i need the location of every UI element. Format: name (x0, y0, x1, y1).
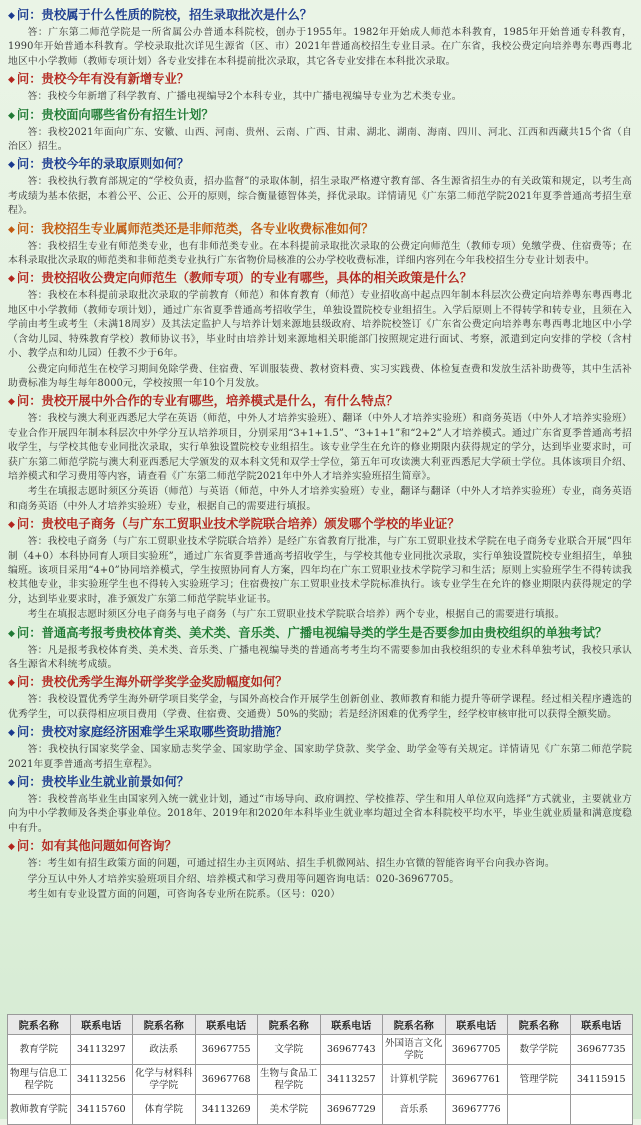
faq-question (8, 220, 632, 240)
phone-number-cell: 36967776 (445, 1095, 508, 1125)
faq-question (8, 6, 632, 26)
answer-paragraph: 答：我校与澳大利亚西悉尼大学在英语（师范，中外人才培养实验班）、翻译（中外人才培养实验班）和商务英语（中外人才培养实验班）专业合作开展四年制本科层次中外学分互认培养项目，分别采用“3+1+1.5”、“3+1+1”和“2+2”人才培养模式。通过广东省夏季普通高考招收学生，与学校其他专业同批次录取，实行单独设置院校专业组招生。该专业学生在允许的修业期限内获得规定的学分，达到毕业要求时，可获广东第二师范学院与澳大利亚西悉尼大学颁发的双本科文凭和双学士学位，第五年可攻读澳大利亚西悉尼大学硕士学位。具体该项目介绍、培养模式和学习费用等内容，请查看《广东第二师范学院2021年中外人才培养实验班招生简章》。 (8, 413, 632, 482)
faq-item (8, 624, 632, 673)
answer-paragraph: 答：我校电子商务（与广东工贸职业技术学院联合培养）是经广东省教育厅批准，与广东工贸职业技术学院在电子商务专业联合开展“四年制（4+0）本科协同育人项目实验班”，通过广东省夏季普通高考招收学生，与学校其他专业同批次录取，实行单独设置院校专业组招生，单独编班。该项目采用“4+0”协同培养模式，学生按照协同育人方案，四年均在广东工贸职业技术学院学习和生活；原则上实验班学生不得转读我校其他专业，非实验班学生也不得转入实验班学习；住宿费按广东工贸职业技术学院标准执行。该专业学生在允许的修业期限内获得规定的学分，达到毕业要求时，准予颁发广东第二师范学院毕业证书。 (8, 536, 632, 605)
question-text: 问：如有其他问题如何咨询？ (16, 839, 177, 854)
faq-question (8, 624, 632, 644)
question-text: 问：贵校今年的录取原则如何？ (16, 157, 190, 172)
faq-item (8, 392, 632, 514)
diamond-bullet-icon: ◆ (8, 110, 15, 121)
answer-paragraph: 答：我校今年新增了科学教育、广播电视编导2个本科专业，其中广播电视编导专业为艺术类专业。 (27, 91, 462, 103)
question-text: 问：贵校面向哪些省份有招生计划？ (16, 107, 214, 122)
question-text: 问：贵校对家庭经济困难学生采取哪些资助措施？ (16, 725, 288, 740)
department-name-cell: 音乐系 (383, 1095, 446, 1125)
department-name-cell: 政法系 (133, 1035, 196, 1065)
phone-number-cell: 34115760 (70, 1095, 133, 1125)
diamond-bullet-icon: ◆ (8, 778, 15, 789)
header-phone: 联系电话 (70, 1015, 133, 1035)
answer-paragraph: 答：我校普高毕业生由国家列入统一就业计划，通过“市场导向、政府调控、学校推荐、学生和用人单位双向选择”方式就业，主要就业方向为中小学教师及各类企事业单位。2018年、2019年和2020年本科毕业生就业率均超过全省本科院校平均水平，毕业生就业质量和满意度稳中有升。 (8, 794, 632, 834)
question-text: 问：贵校招收公费定向师范生（教师专项）的专业有哪些，具体的相关政策是什么？ (16, 271, 472, 286)
department-name-cell: 化学与材料科学学院 (133, 1065, 196, 1095)
header-department: 院系名称 (8, 1015, 71, 1035)
faq-item (8, 673, 632, 722)
phone-number-cell: 36967705 (445, 1035, 508, 1065)
department-name-cell: 美术学院 (258, 1095, 321, 1125)
phone-number-cell: 34115915 (570, 1065, 633, 1095)
answer-paragraph: 答：考生如有招生政策方面的问题，可通过招生办主页网站、招生手机微网站、招生办官微的智能咨询平台向我办咨询。 (27, 858, 555, 870)
faq-item (8, 837, 632, 902)
department-name-cell: 管理学院 (508, 1065, 571, 1095)
faq-item (8, 269, 632, 391)
diamond-bullet-icon: ◆ (8, 274, 15, 285)
department-name-cell: 物理与信息工程学院 (8, 1065, 71, 1095)
header-phone: 联系电话 (445, 1015, 508, 1035)
answer-paragraph: 答：广东第二师范学院是一所省属公办普通本科院校，创办于1955年。1982年开始成人师范本科教育，1985年开始普通专科教育，1990年开始普通本科教育。学校录取批次详见生源省（区、市）2021年普通高校招生专业目录。在广东省，我校公费定向培养粤东粤西粤北地区中小学教师（教师专项计划）各专业安排在本科提前批次录取，其它各专业安排在本科批次录取。 (8, 27, 632, 67)
header-department: 院系名称 (133, 1015, 196, 1035)
question-text: 问：我校招生专业属师范类还是非师范类，各专业收费标准如何？ (16, 221, 374, 236)
diamond-bullet-icon: ◆ (8, 678, 15, 689)
question-text: 问：贵校优秀学生海外研学奖学金奖励幅度如何？ (16, 675, 288, 690)
faq-question (8, 155, 632, 175)
department-name-cell (508, 1095, 571, 1125)
phone-number-cell: 36967729 (320, 1095, 383, 1125)
department-name-cell: 数学学院 (508, 1035, 571, 1065)
answer-paragraph: 考生在填报志愿时须区分英语（师范）与英语（师范，中外人才培养实验班）专业，翻译与翻译（中外人才培养实验班）专业，商务英语和商务英语（中外人才培养实验班）专业，根据自己的需要进行填报。 (8, 486, 632, 512)
answer-paragraph: 答：我校2021年面向广东、安徽、山西、河南、贵州、云南、广西、甘肃、湖北、湖南、海南、四川、河北、江西和西藏共15个省（自治区）招生。 (8, 126, 632, 153)
phone-number-cell: 34113269 (195, 1095, 258, 1125)
answer-paragraph: 考生如有专业设置方面的问题，可咨询各专业所在院系。（区号：020） (27, 889, 341, 901)
diamond-bullet-icon: ◆ (8, 397, 15, 408)
faq-item (8, 70, 632, 104)
department-name-cell: 计算机学院 (383, 1065, 446, 1095)
faq-question (8, 392, 632, 412)
faq-item (8, 220, 632, 269)
diamond-bullet-icon: ◆ (8, 11, 15, 21)
answer-paragraph: 答：凡是报考我校体育类、美术类、音乐类、广播电视编导类的普通高考考生均不需要参加由我校组织的专业术科单独考试，我校只承认各生源省术科统考成绩。 (8, 644, 632, 670)
header-department: 院系名称 (383, 1015, 446, 1035)
header-phone: 联系电话 (320, 1015, 383, 1035)
faq-list (8, 6, 632, 902)
diamond-bullet-icon: ◆ (8, 75, 15, 86)
header-phone: 联系电话 (195, 1015, 258, 1035)
faq-question (8, 515, 632, 535)
faq-item (8, 155, 632, 218)
question-text: 问：贵校开展中外合作的专业有哪些，培养模式是什么，有什么特点？ (16, 394, 399, 409)
department-contact-table (7, 1014, 633, 1125)
phone-number-cell: 34113257 (320, 1065, 383, 1095)
department-name-cell: 外国语言文化学院 (383, 1035, 446, 1065)
phone-number-cell: 36967755 (195, 1035, 258, 1065)
phone-number-cell: 36967735 (570, 1035, 633, 1065)
department-name-cell: 教育学院 (8, 1035, 71, 1065)
phone-number-cell: 34113297 (70, 1035, 133, 1065)
question-text: 问：贵校电子商务（与广东工贸职业技术学院联合培养）颁发哪个学校的毕业证？ (16, 517, 460, 532)
question-text: 问：普通高考报考贵校体育类、美术类、音乐类、广播电视编导类的学生是否要参加由贵校组织的单独考试？ (16, 625, 608, 640)
header-phone: 联系电话 (570, 1015, 633, 1035)
faq-question (8, 723, 632, 743)
answer-paragraph: 答：我校招生专业有师范类专业，也有非师范类专业。在本科提前录取批次录取的公费定向师范生（教师专项）免缴学费、住宿费等；在本科录取批次录取的师范类和非师范类专业执行广东省物价局核准的公办学校收费标准，详细内容列在今年我校招生分专业计划表中。 (8, 240, 632, 267)
diamond-bullet-icon: ◆ (8, 160, 15, 171)
diamond-bullet-icon: ◆ (8, 628, 15, 639)
answer-paragraph: 答：我校执行教育部规定的“学校负责，招办监督”的录取体制，招生录取严格遵守教育部、各生源省招生办的有关政策和规定，以考生高考成绩为基本依据，本着公平、公正、公开的原则，综合衡量德智体美，择优录取。详情请见《广东第二师范学院2021年夏季普通高考招生章程》。 (8, 176, 632, 217)
diamond-bullet-icon: ◆ (8, 728, 15, 739)
answer-paragraph: 答：我校在本科提前录取批次录取的学前教育（师范）和体育教育（师范）专业招收高中起点四年制本科层次公费定向培养粤东粤西粤北地区中小学教师（教师专项计划），通过广东省夏季普通高考招收学生，单独设置院校专业组招生。入学后原则上不得转学和转专业，且须在入学前由考生或考生（未满18周岁）及其法定监护人与培养计划来源地县级政府、培养院校签订《广东省公费定向培养粤东粤西粤北地区中小学（含幼儿园、特殊教育学校）教师协议书》，毕业时由培养计划来源地相关职能部门按照规定进行面试、考察，派遣到定向安排的学校（含村小、教学点和幼儿园）任教不少于6年。 (8, 290, 632, 360)
table-row (8, 1035, 633, 1065)
question-text: 问：贵校毕业生就业前景如何？ (16, 775, 190, 790)
header-department: 院系名称 (258, 1015, 321, 1035)
faq-question (8, 773, 632, 793)
diamond-bullet-icon: ◆ (8, 842, 15, 853)
answer-paragraph: 公费定向师范生在校学习期间免除学费、住宿费、军训服装费、教材资料费、实习实践费、体检复查费和发放生活补助费等，其中生活补助费标准为每生每年8000元，学校按照一年10个月发放。 (8, 363, 632, 389)
header-department: 院系名称 (508, 1015, 571, 1035)
faq-question (8, 837, 632, 857)
faq-question (8, 70, 632, 90)
phone-number-cell: 34113256 (70, 1065, 133, 1095)
department-name-cell: 教师教育学院 (8, 1095, 71, 1125)
answer-paragraph: 答：我校设置优秀学生海外研学项目奖学金，与国外高校合作开展学生创新创业、教师教育和能力提升等研学课程。经过相关程序遴选的优秀学生，可以获得相应项目费用（学费、住宿费、交通费）50%的奖励；若是经济困难的优秀学生，经学校审核审批可以获得全额奖励。 (8, 694, 632, 720)
phone-number-cell: 36967761 (445, 1065, 508, 1095)
faq-item (8, 106, 632, 155)
phone-number-cell: 36967768 (195, 1065, 258, 1095)
faq-question (8, 269, 632, 289)
phone-number-cell: 36967743 (320, 1035, 383, 1065)
department-name-cell: 体育学院 (133, 1095, 196, 1125)
table-row (8, 1065, 633, 1095)
faq-item (8, 723, 632, 772)
department-name-cell: 文学院 (258, 1035, 321, 1065)
diamond-bullet-icon: ◆ (8, 520, 15, 531)
faq-item (8, 6, 632, 69)
faq-item (8, 515, 632, 622)
table-row (8, 1095, 633, 1125)
answer-paragraph: 答：我校执行国家奖学金、国家励志奖学金、国家助学金、国家助学贷款、奖学金、助学金等有关规定。详情请见《广东第二师范学院2021年夏季普通高考招生章程》。 (8, 744, 632, 770)
question-text: 问：贵校属于什么性质的院校，招生录取批次是什么？ (16, 8, 313, 22)
department-name-cell: 生物与食品工程学院 (258, 1065, 321, 1095)
question-text: 问：贵校今年有没有新增专业？ (16, 72, 190, 87)
faq-question (8, 106, 632, 126)
phone-number-cell (570, 1095, 633, 1125)
answer-paragraph: 学分互认中外人才培养实验班项目介绍、培养模式和学习费用等问题咨询电话：020-36967705。 (27, 873, 460, 885)
table-header-row (8, 1015, 633, 1035)
faq-item (8, 773, 632, 836)
answer-paragraph: 考生在填报志愿时须区分电子商务与电子商务（与广东工贸职业技术学院联合培养）两个专业，根据自己的需要进行填报。 (27, 609, 565, 621)
faq-question (8, 673, 632, 693)
diamond-bullet-icon: ◆ (8, 224, 15, 235)
